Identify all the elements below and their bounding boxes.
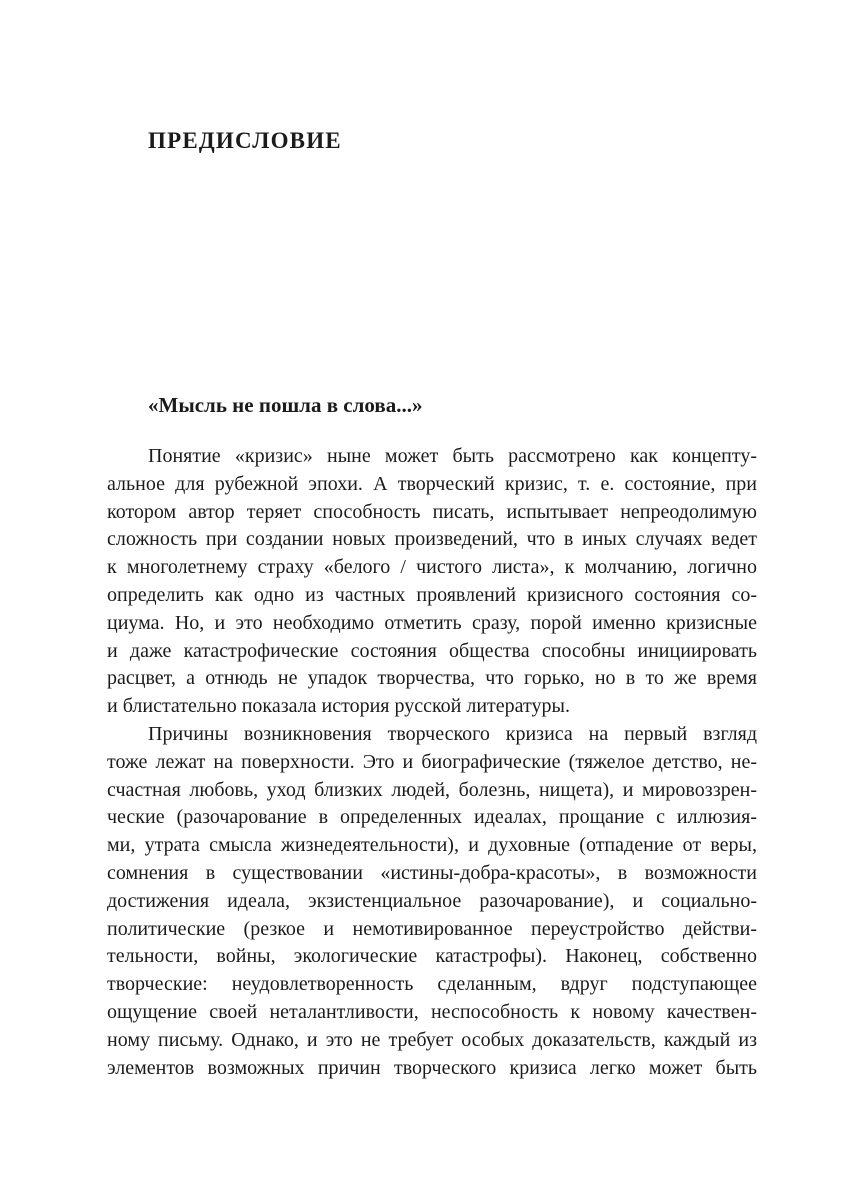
text-line: ческие (разочарование в определенных идеалах, прощание с иллюзия- (107, 806, 757, 829)
paragraph (107, 443, 757, 721)
text-line: и даже катастрофические состояния общества способны инициировать (107, 639, 757, 662)
text-line: расцвет, а отнюдь не упадок творчества, что горько, но в то же время (107, 667, 757, 690)
text-line: ми, утрата смысла жизнедеятельности), и духовные (отпадение от веры, (107, 834, 757, 857)
text-line: сложность при создании новых произведений, что в иных случаях ведет (107, 528, 757, 551)
text-line: циума. Но, и это необходимо отметить сразу, порой именно кризисные (107, 611, 757, 634)
text-line: счастная любовь, уход близких людей, болезнь, нищета), и мировоззрен- (107, 778, 757, 801)
text-line: котором автор теряет способность писать, испытывает непреодолимую (107, 500, 757, 523)
text-line: определить как одно из частных проявлений кризисного состояния со- (107, 583, 757, 606)
body-text (107, 443, 757, 1082)
text-line: тельности, войны, экологические катастрофы). Наконец, собственно (107, 945, 757, 968)
text-line: политические (резкое и немотивированное переустройство действи- (107, 917, 757, 940)
chapter-title: ПРЕДИСЛОВИЕ (148, 128, 342, 153)
text-line: сомнения в существовании «истины-добра-красоты», в возможности (107, 861, 757, 884)
text-line: Причины возникновения творческого кризиса на первый взгляд (148, 722, 757, 745)
paragraph (107, 721, 757, 1082)
text-line: ному письму. Однако, и это не требует особых доказательств, каждый из (107, 1028, 757, 1051)
text-line: к многолетнему страху «белого / чистого листа», к молчанию, логично (107, 556, 757, 579)
section-title: «Мысль не пошла в слова...» (148, 393, 423, 417)
text-line: ощущение своей неталантливости, неспособность к новому качествен- (107, 1000, 757, 1023)
text-line: элементов возможных причин творческого кризиса легко может быть (107, 1056, 757, 1079)
text-line: тоже лежат на поверхности. Это и биографические (тяжелое детство, не- (107, 750, 757, 773)
text-line: творческие: неудовлетворенность сделанным, вдруг подступающее (107, 973, 757, 996)
text-line: Понятие «кризис» ныне может быть рассмотрено как концепту- (148, 445, 757, 467)
text-line: альное для рубежной эпохи. А творческий кризис, т. е. состояние, при (107, 472, 757, 495)
text-line: и блистательно показала история русской литературы. (107, 695, 570, 718)
text-line: достижения идеала, экзистенциальное разочарование), и социально- (107, 889, 757, 912)
